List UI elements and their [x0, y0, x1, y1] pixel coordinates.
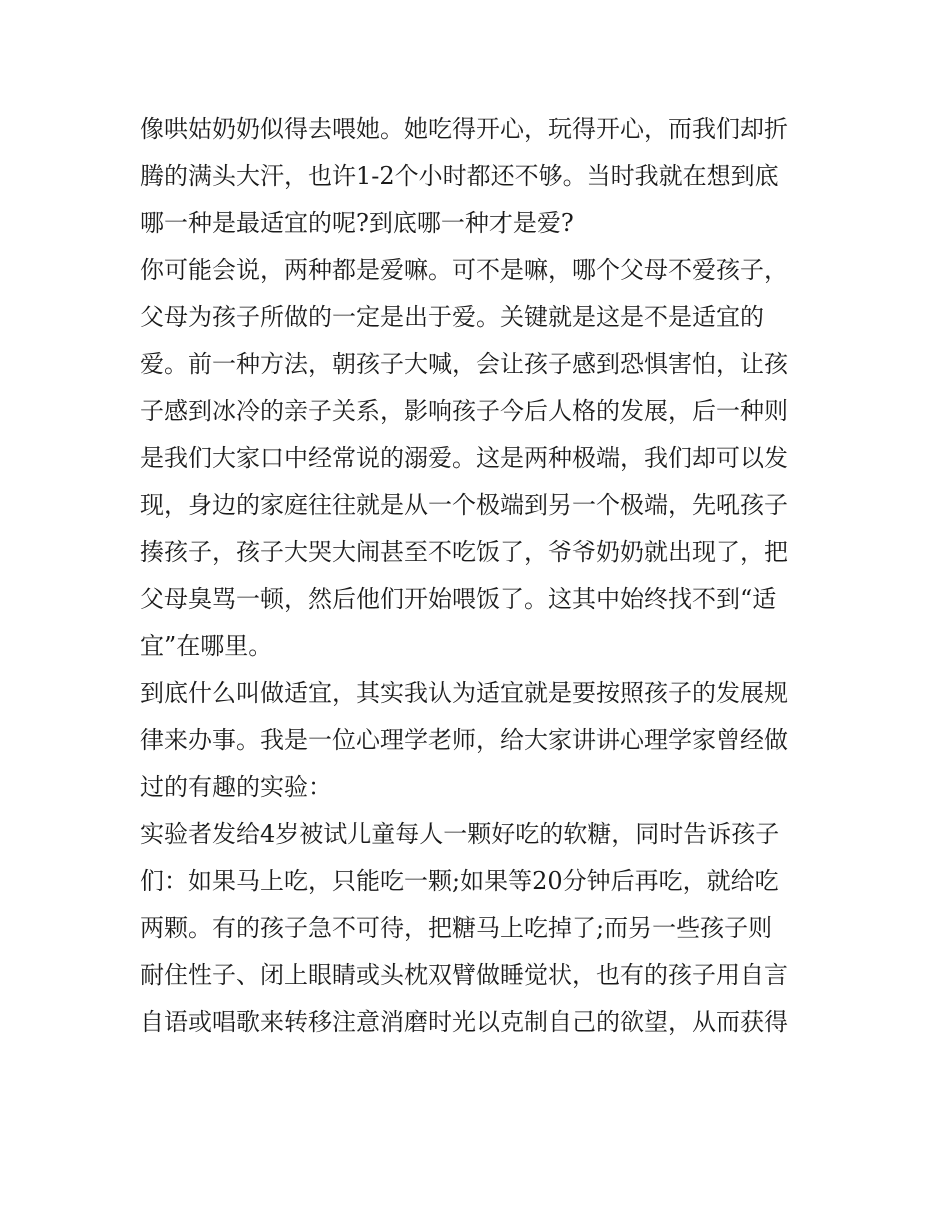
- text-line: 现，身边的家庭往往就是从一个极端到另一个极端，先吼孩子: [140, 491, 788, 519]
- text-line: 耐住性子、闭上眼睛或头枕双臂做睡觉状，也有的孩子用自言: [140, 961, 788, 989]
- text-line: 是我们大家口中经常说的溺爱。这是两种极端，我们却可以发: [140, 444, 788, 472]
- text-line: 父母为孩子所做的一定是出于爱。关键就是这是不是适宜的: [140, 303, 764, 331]
- text-line: 父母臭骂一顿，然后他们开始喂饭了。这其中始终找不到“适: [140, 585, 777, 613]
- text-line: 像哄姑奶奶似得去喂她。她吃得开心，玩得开心，而我们却折: [140, 115, 788, 143]
- text-line: 到底什么叫做适宜，其实我认为适宜就是要按照孩子的发展规: [140, 679, 788, 707]
- text-line: 子感到冰冷的亲子关系，影响孩子今后人格的发展，后一种则: [140, 397, 788, 425]
- text-line: 实验者发给4岁被试儿童每人一颗好吃的软糖，同时告诉孩子: [140, 820, 780, 848]
- text-line: 腾的满头大汗，也许1-2个小时都还不够。当时我就在想到底: [140, 162, 779, 190]
- text-line: 们：如果马上吃，只能吃一颗;如果等20分钟后再吃，就给吃: [140, 867, 779, 895]
- text-line: 你可能会说，两种都是爱嘛。可不是嘛，哪个父母不爱孩子，: [140, 256, 788, 284]
- text-line: 自语或唱歌来转移注意消磨时光以克制自己的欲望，从而获得: [140, 1008, 788, 1036]
- document-body: [140, 106, 830, 1046]
- text-line: 爱。前一种方法，朝孩子大喊，会让孩子感到恐惧害怕，让孩: [140, 350, 788, 378]
- text-line: 律来办事。我是一位心理学老师，给大家讲讲心理学家曾经做: [140, 726, 788, 754]
- text-line: 两颗。有的孩子急不可待，把糖马上吃掉了;而另一些孩子则: [140, 914, 773, 942]
- text-line: 哪一种是最适宜的呢?到底哪一种才是爱?: [140, 209, 574, 237]
- text-line: 宜”在哪里。: [140, 632, 273, 660]
- text-line: 揍孩子，孩子大哭大闹甚至不吃饭了，爷爷奶奶就出现了，把: [140, 538, 788, 566]
- text-line: 过的有趣的实验：: [140, 773, 332, 801]
